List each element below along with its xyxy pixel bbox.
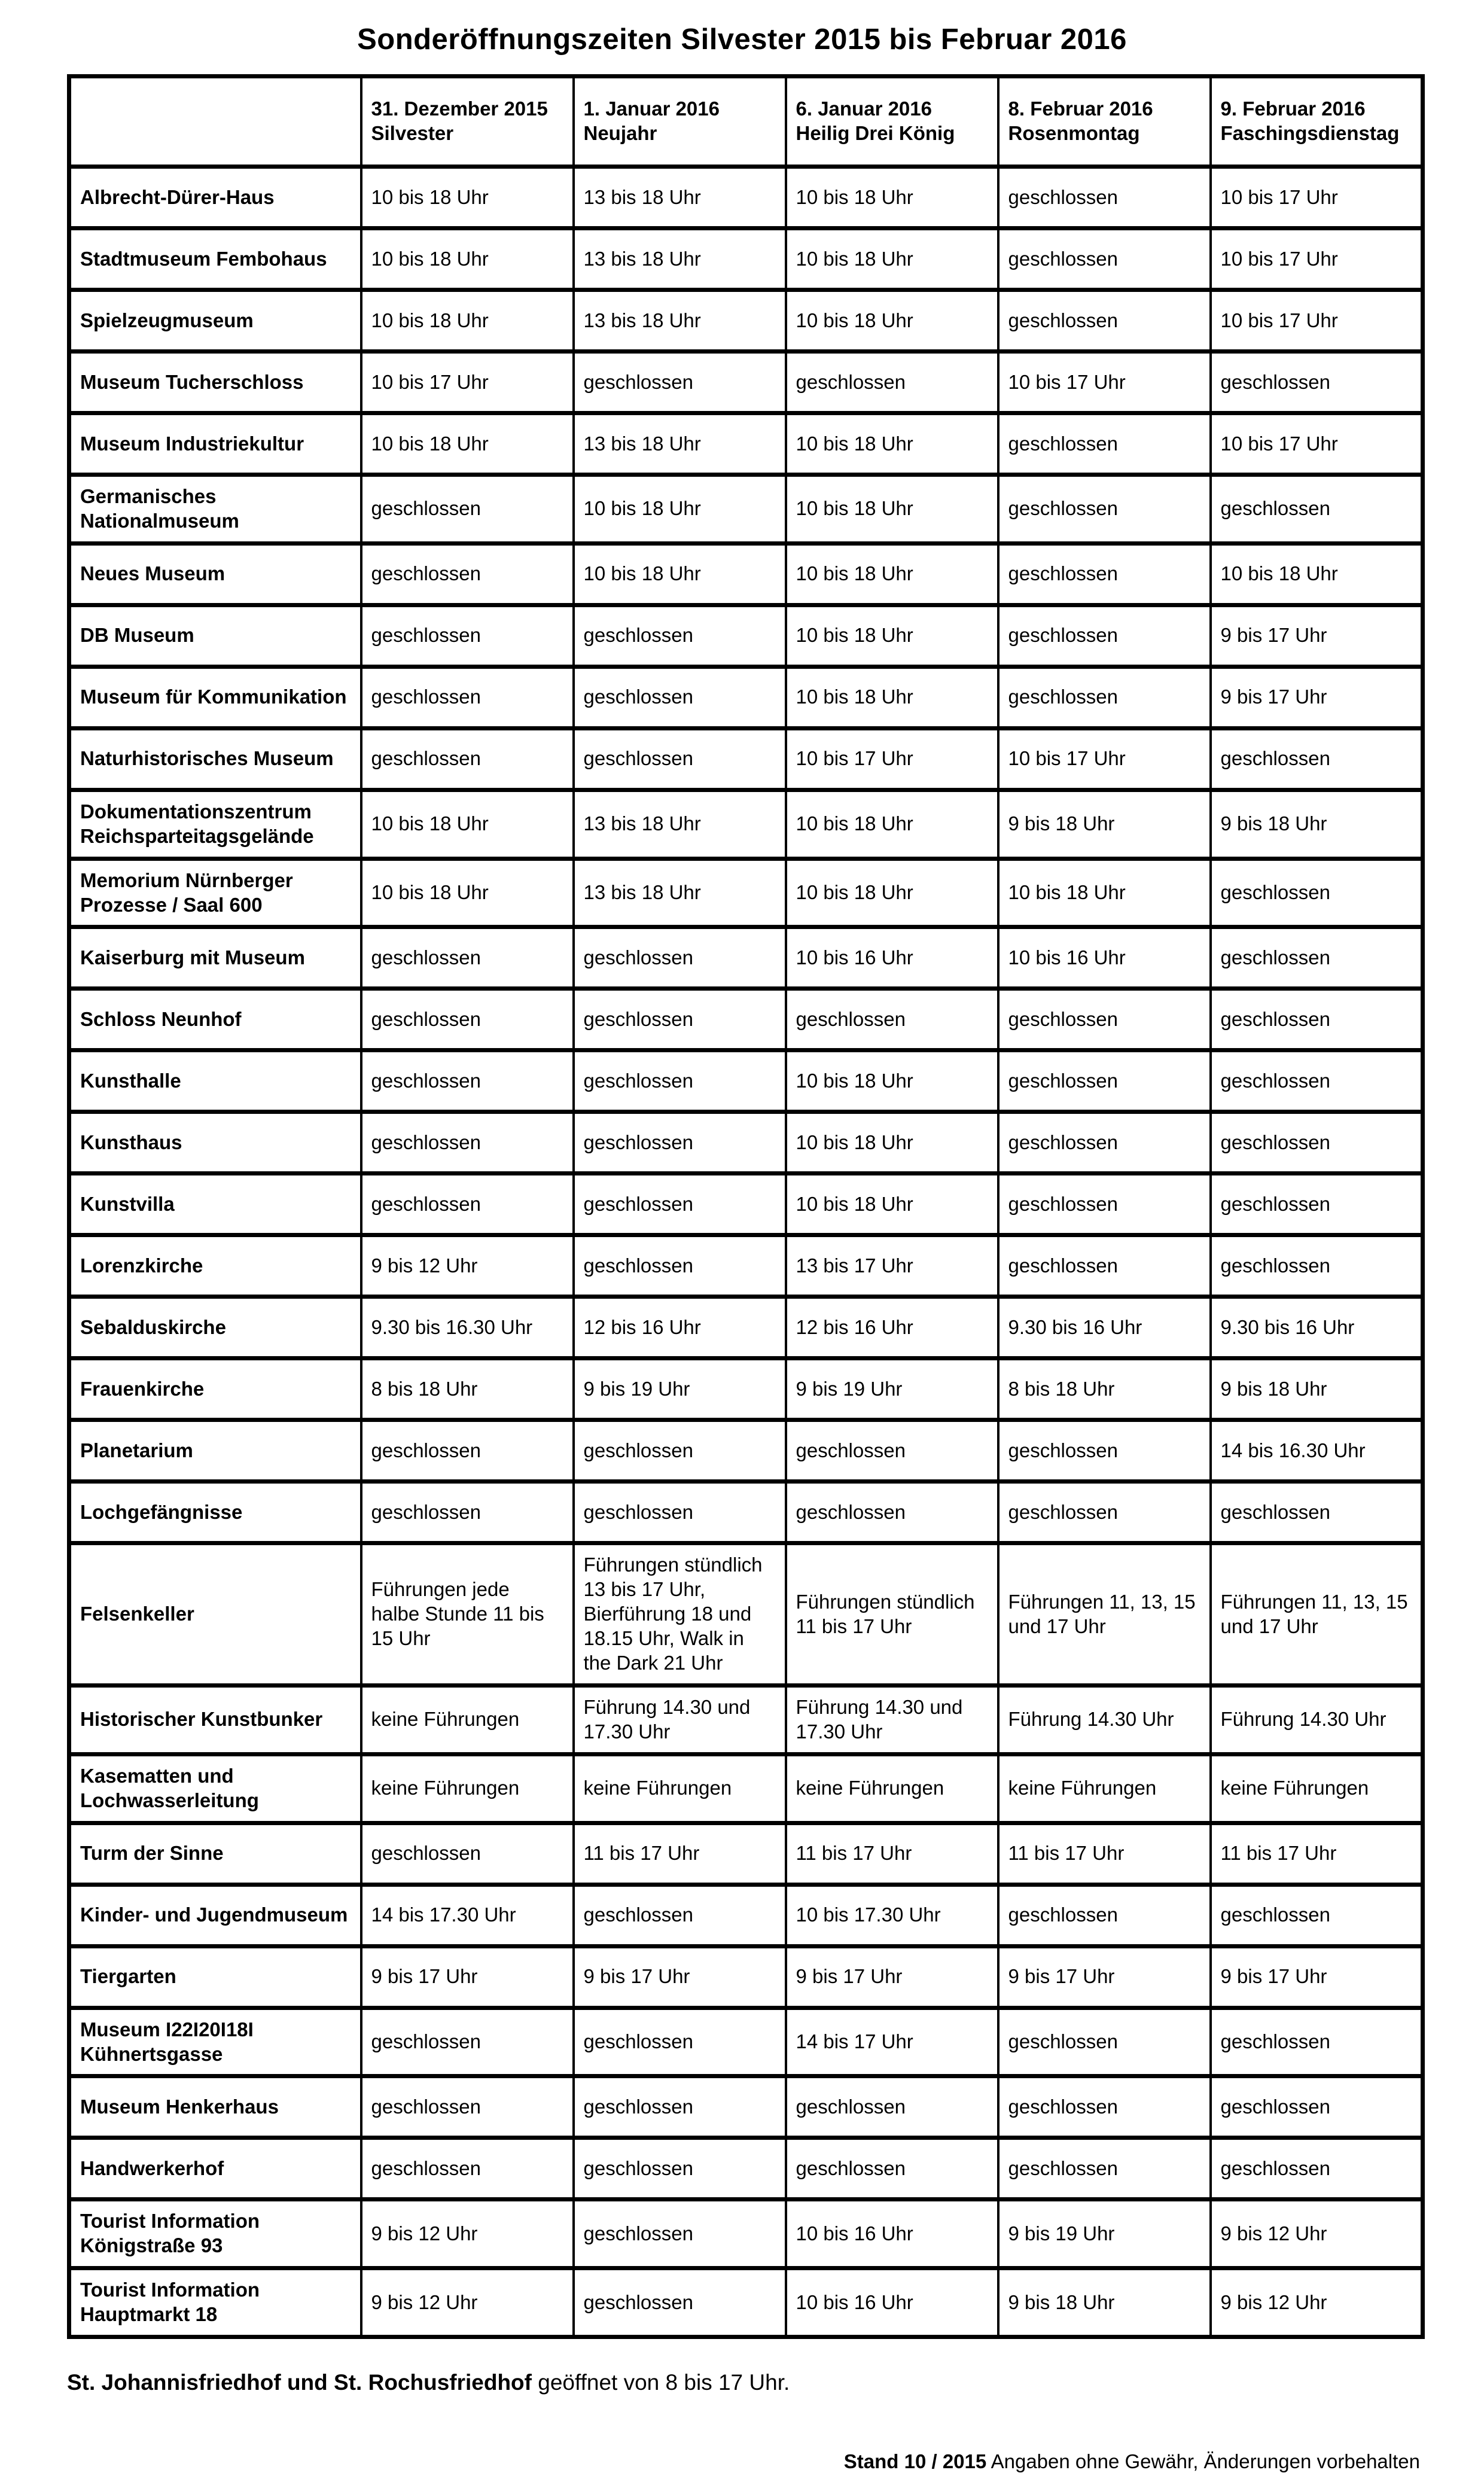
table-row [69,2268,1423,2337]
hours-cell: geschlossen [1211,1050,1423,1112]
hours-cell: 10 bis 18 Uhr [361,413,574,475]
hours-cell: 10 bis 18 Uhr [786,666,998,728]
row-name: Germanisches Nationalmuseum [69,475,361,544]
column-header [786,77,998,167]
hours-cell: 10 bis 18 Uhr [786,543,998,605]
hours-cell: 10 bis 18 Uhr [361,167,574,229]
hours-cell: 9 bis 18 Uhr [998,790,1211,858]
hours-cell: geschlossen [1211,728,1423,790]
hours-cell: geschlossen [998,475,1211,544]
hours-cell: 14 bis 17 Uhr [786,2008,998,2076]
column-header-label: Neujahr [583,122,657,144]
hours-cell: geschlossen [361,605,574,666]
hours-cell: keine Führungen [998,1754,1211,1823]
hours-cell: geschlossen [574,728,786,790]
row-name: Handwerkerhof [69,2138,361,2200]
table-row [69,1482,1423,1543]
hours-cell: keine Führungen [1211,1754,1423,1823]
table-row [69,290,1423,352]
hours-cell: 13 bis 18 Uhr [574,167,786,229]
corner-cell [69,77,361,167]
hours-cell: 10 bis 17 Uhr [1211,290,1423,352]
table-row [69,1685,1423,1754]
hours-cell: 10 bis 18 Uhr [574,543,786,605]
table-row [69,1420,1423,1482]
hours-cell: geschlossen [361,2138,574,2200]
hours-cell: geschlossen [361,1174,574,1235]
hours-cell: geschlossen [998,605,1211,666]
hours-cell: 9.30 bis 16 Uhr [1211,1297,1423,1359]
hours-cell: geschlossen [998,1884,1211,1946]
hours-cell: geschlossen [574,927,786,989]
hours-cell: geschlossen [361,989,574,1050]
hours-cell: 10 bis 18 Uhr [786,413,998,475]
row-name: Tourist Information Hauptmarkt 18 [69,2268,361,2337]
hours-cell: 13 bis 18 Uhr [574,229,786,290]
hours-cell: geschlossen [361,2076,574,2138]
row-name: Museum Tucherschloss [69,352,361,413]
table-row [69,475,1423,544]
hours-cell: geschlossen [361,1112,574,1174]
table-row [69,167,1423,229]
row-name: Memorium Nürnberger Prozesse / Saal 600 [69,858,361,927]
header-row [69,77,1423,167]
row-name: Kasematten und Lochwasserleitung [69,1754,361,1823]
row-name: Museum I22I20I18I Kühnertsgasse [69,2008,361,2076]
page-title: Sonderöffnungszeiten Silvester 2015 bis Februar 2016 [357,23,1127,56]
hours-cell: keine Führungen [786,1754,998,1823]
hours-cell: geschlossen [574,2268,786,2337]
hours-cell: geschlossen [1211,858,1423,927]
hours-cell: geschlossen [574,2138,786,2200]
hours-cell: 9 bis 17 Uhr [786,1946,998,2008]
row-name: Lochgefängnisse [69,1482,361,1543]
hours-cell: geschlossen [998,2008,1211,2076]
hours-cell: geschlossen [574,666,786,728]
hours-cell: 12 bis 16 Uhr [786,1297,998,1359]
hours-cell: keine Führungen [361,1754,574,1823]
hours-cell: geschlossen [574,2200,786,2268]
hours-cell: 10 bis 18 Uhr [361,229,574,290]
column-header [1211,77,1423,167]
hours-cell: 11 bis 17 Uhr [1211,1823,1423,1884]
table-row [69,1946,1423,2008]
hours-cell: 9 bis 12 Uhr [361,2268,574,2337]
hours-cell: geschlossen [1211,1112,1423,1174]
hours-cell: geschlossen [574,1050,786,1112]
hours-cell: geschlossen [1211,2008,1423,2076]
stand-note-text: Angaben ohne Gewähr, Änderungen vorbehalten [986,2450,1420,2473]
hours-cell: geschlossen [361,2008,574,2076]
column-header-date: 1. Januar 2016 [583,98,720,120]
hours-cell: 9 bis 19 Uhr [998,2200,1211,2268]
hours-cell: geschlossen [574,1235,786,1297]
hours-cell: geschlossen [1211,1482,1423,1543]
row-name: Albrecht-Dürer-Haus [69,167,361,229]
hours-cell: geschlossen [361,728,574,790]
column-header-date: 31. Dezember 2015 [371,98,548,120]
hours-cell: geschlossen [361,1482,574,1543]
table-row [69,858,1423,927]
hours-cell: 9 bis 17 Uhr [1211,666,1423,728]
hours-cell: geschlossen [998,1050,1211,1112]
hours-cell: geschlossen [998,666,1211,728]
hours-cell: 13 bis 18 Uhr [574,413,786,475]
hours-cell: geschlossen [998,1420,1211,1482]
hours-cell: geschlossen [574,2008,786,2076]
hours-cell: geschlossen [786,2076,998,2138]
hours-cell: 10 bis 17 Uhr [786,728,998,790]
cemetery-note [67,2370,1484,2395]
row-name: Spielzeugmuseum [69,290,361,352]
hours-cell: geschlossen [574,1482,786,1543]
table-row [69,1359,1423,1420]
hours-cell: geschlossen [1211,2138,1423,2200]
table-row [69,605,1423,666]
hours-cell: Führung 14.30 Uhr [998,1685,1211,1754]
table-row [69,2008,1423,2076]
hours-cell: geschlossen [998,167,1211,229]
hours-cell: 14 bis 16.30 Uhr [1211,1420,1423,1482]
row-name: Tourist Information Königstraße 93 [69,2200,361,2268]
table-row [69,790,1423,858]
table-row [69,1543,1423,1686]
row-name: Kunsthalle [69,1050,361,1112]
row-name: Museum Henkerhaus [69,2076,361,2138]
hours-cell: geschlossen [361,543,574,605]
hours-cell: 12 bis 16 Uhr [574,1297,786,1359]
table-row [69,2076,1423,2138]
hours-cell: geschlossen [361,1420,574,1482]
hours-cell: geschlossen [786,1420,998,1482]
column-header-date: 9. Februar 2016 [1220,98,1366,120]
hours-cell: geschlossen [361,475,574,544]
hours-cell: 10 bis 18 Uhr [786,475,998,544]
row-name: Kinder- und Jugendmuseum [69,1884,361,1946]
row-name: Tiergarten [69,1946,361,2008]
hours-cell: geschlossen [998,2138,1211,2200]
column-header [574,77,786,167]
hours-cell: Führungen stündlich 11 bis 17 Uhr [786,1543,998,1686]
hours-cell: geschlossen [1211,1235,1423,1297]
hours-cell: 10 bis 18 Uhr [361,858,574,927]
hours-cell: geschlossen [574,605,786,666]
table-row [69,989,1423,1050]
hours-cell: geschlossen [786,989,998,1050]
hours-cell: geschlossen [1211,1174,1423,1235]
hours-cell: Führung 14.30 und 17.30 Uhr [574,1685,786,1754]
hours-cell: geschlossen [1211,2076,1423,2138]
hours-cell: Führung 14.30 und 17.30 Uhr [786,1685,998,1754]
hours-cell: 10 bis 17 Uhr [1211,229,1423,290]
hours-cell: geschlossen [1211,475,1423,544]
hours-cell: 8 bis 18 Uhr [361,1359,574,1420]
table-row [69,1754,1423,1823]
table-row [69,666,1423,728]
hours-cell: geschlossen [361,1050,574,1112]
hours-cell: 10 bis 16 Uhr [786,2200,998,2268]
hours-cell: 10 bis 17 Uhr [1211,413,1423,475]
hours-cell: 9 bis 17 Uhr [574,1946,786,2008]
hours-cell: geschlossen [361,927,574,989]
hours-cell: 9.30 bis 16 Uhr [998,1297,1211,1359]
hours-cell: geschlossen [998,1235,1211,1297]
row-name: Planetarium [69,1420,361,1482]
table-body [69,167,1423,2337]
hours-cell: 9.30 bis 16.30 Uhr [361,1297,574,1359]
hours-cell: geschlossen [998,290,1211,352]
hours-cell: 10 bis 18 Uhr [786,858,998,927]
hours-cell: 13 bis 18 Uhr [574,290,786,352]
hours-cell: 14 bis 17.30 Uhr [361,1884,574,1946]
row-name: Frauenkirche [69,1359,361,1420]
row-name: Felsenkeller [69,1543,361,1686]
column-header-label: Faschingsdienstag [1220,122,1400,144]
column-header-label: Rosenmontag [1008,122,1140,144]
column-header [361,77,574,167]
hours-cell: Führungen 11, 13, 15 und 17 Uhr [998,1543,1211,1686]
hours-cell: Führungen stündlich 13 bis 17 Uhr, Bierführung 18 und 18.15 Uhr, Walk in the Dark 21 Uhr [574,1543,786,1686]
row-name: Museum Industriekultur [69,413,361,475]
hours-cell: geschlossen [786,352,998,413]
hours-cell: geschlossen [998,413,1211,475]
hours-cell: 10 bis 18 Uhr [361,790,574,858]
row-name: Lorenzkirche [69,1235,361,1297]
row-name: Sebalduskirche [69,1297,361,1359]
row-name: Kaiserburg mit Museum [69,927,361,989]
hours-cell: geschlossen [998,1174,1211,1235]
table-row [69,1823,1423,1884]
hours-cell: 9 bis 17 Uhr [998,1946,1211,2008]
row-name: Turm der Sinne [69,1823,361,1884]
hours-cell: geschlossen [574,1420,786,1482]
hours-cell: 10 bis 17 Uhr [998,728,1211,790]
hours-cell: 10 bis 18 Uhr [786,1050,998,1112]
hours-cell: geschlossen [786,2138,998,2200]
row-name: Stadtmuseum Fembohaus [69,229,361,290]
table-row [69,352,1423,413]
hours-cell: 9 bis 12 Uhr [361,1235,574,1297]
hours-cell: geschlossen [574,1112,786,1174]
hours-cell: keine Führungen [574,1754,786,1823]
hours-cell: geschlossen [574,2076,786,2138]
column-header [998,77,1211,167]
hours-cell: 13 bis 18 Uhr [574,858,786,927]
row-name: Neues Museum [69,543,361,605]
row-name: Kunstvilla [69,1174,361,1235]
hours-cell: 10 bis 17 Uhr [998,352,1211,413]
stand-note-bold: Stand 10 / 2015 [843,2450,987,2473]
hours-cell: 10 bis 18 Uhr [574,475,786,544]
hours-cell: 10 bis 17.30 Uhr [786,1884,998,1946]
table-row [69,1050,1423,1112]
table-row [69,543,1423,605]
row-name: Dokumentationszentrum Reichsparteitagsgelände [69,790,361,858]
hours-cell: 9 bis 17 Uhr [1211,605,1423,666]
hours-cell: 10 bis 18 Uhr [786,167,998,229]
row-name: DB Museum [69,605,361,666]
hours-cell: 10 bis 18 Uhr [998,858,1211,927]
hours-cell: 9 bis 18 Uhr [998,2268,1211,2337]
table-row [69,2138,1423,2200]
row-name: Kunsthaus [69,1112,361,1174]
hours-cell: 10 bis 17 Uhr [361,352,574,413]
hours-cell: 10 bis 16 Uhr [786,927,998,989]
hours-cell: 9 bis 12 Uhr [1211,2200,1423,2268]
hours-cell: 10 bis 18 Uhr [786,605,998,666]
cemetery-note-bold: St. Johannisfriedhof und St. Rochusfriedhof [67,2370,532,2395]
hours-cell: 9 bis 18 Uhr [1211,1359,1423,1420]
table-row [69,927,1423,989]
hours-cell: 10 bis 18 Uhr [786,1112,998,1174]
hours-cell: 11 bis 17 Uhr [574,1823,786,1884]
hours-cell: geschlossen [998,1482,1211,1543]
row-name: Naturhistorisches Museum [69,728,361,790]
hours-cell: 9 bis 12 Uhr [361,2200,574,2268]
hours-cell: 11 bis 17 Uhr [786,1823,998,1884]
hours-cell: geschlossen [361,666,574,728]
hours-cell: 10 bis 18 Uhr [361,290,574,352]
table-row [69,229,1423,290]
table-row [69,413,1423,475]
hours-cell: geschlossen [574,1884,786,1946]
hours-cell: 9 bis 19 Uhr [786,1359,998,1420]
table-row [69,1174,1423,1235]
cemetery-note-text: geöffnet von 8 bis 17 Uhr. [531,2370,790,2395]
hours-cell: 10 bis 18 Uhr [786,1174,998,1235]
hours-cell: 10 bis 17 Uhr [1211,167,1423,229]
hours-cell: 9 bis 12 Uhr [1211,2268,1423,2337]
hours-cell: 13 bis 18 Uhr [574,790,786,858]
hours-cell: geschlossen [1211,1884,1423,1946]
hours-cell: geschlossen [1211,352,1423,413]
column-header-label: Silvester [371,122,454,144]
hours-cell: 11 bis 17 Uhr [998,1823,1211,1884]
stand-note [0,2450,1420,2473]
hours-cell: geschlossen [786,1482,998,1543]
hours-cell: 13 bis 17 Uhr [786,1235,998,1297]
hours-cell: 9 bis 18 Uhr [1211,790,1423,858]
hours-cell: keine Führungen [361,1685,574,1754]
hours-cell: geschlossen [998,229,1211,290]
hours-cell: 8 bis 18 Uhr [998,1359,1211,1420]
hours-cell: 10 bis 18 Uhr [786,290,998,352]
hours-cell: geschlossen [574,989,786,1050]
hours-cell: geschlossen [998,989,1211,1050]
table-row [69,1297,1423,1359]
hours-cell: Führungen 11, 13, 15 und 17 Uhr [1211,1543,1423,1686]
hours-cell: geschlossen [1211,989,1423,1050]
row-name: Schloss Neunhof [69,989,361,1050]
column-header-date: 8. Februar 2016 [1008,98,1153,120]
row-name: Museum für Kommunikation [69,666,361,728]
table-row [69,728,1423,790]
hours-cell: geschlossen [998,1112,1211,1174]
hours-cell: geschlossen [574,1174,786,1235]
hours-cell: 10 bis 18 Uhr [786,790,998,858]
hours-cell: geschlossen [361,1823,574,1884]
column-header-label: Heilig Drei König [796,122,955,144]
hours-cell: geschlossen [1211,927,1423,989]
hours-cell: 10 bis 16 Uhr [998,927,1211,989]
hours-cell: geschlossen [998,543,1211,605]
hours-cell: 9 bis 19 Uhr [574,1359,786,1420]
hours-cell: 10 bis 18 Uhr [786,229,998,290]
table-row [69,2200,1423,2268]
hours-cell: geschlossen [998,2076,1211,2138]
hours-cell: 10 bis 16 Uhr [786,2268,998,2337]
hours-cell: Führung 14.30 Uhr [1211,1685,1423,1754]
hours-cell: Führungen jede halbe Stunde 11 bis 15 Uhr [361,1543,574,1686]
hours-cell: 9 bis 17 Uhr [361,1946,574,2008]
hours-cell: 9 bis 17 Uhr [1211,1946,1423,2008]
opening-hours-table [67,74,1425,2339]
hours-cell: geschlossen [574,352,786,413]
table-row [69,1884,1423,1946]
table-row [69,1112,1423,1174]
row-name: Historischer Kunstbunker [69,1685,361,1754]
column-header-date: 6. Januar 2016 [796,98,932,120]
hours-cell: 10 bis 18 Uhr [1211,543,1423,605]
table-row [69,1235,1423,1297]
